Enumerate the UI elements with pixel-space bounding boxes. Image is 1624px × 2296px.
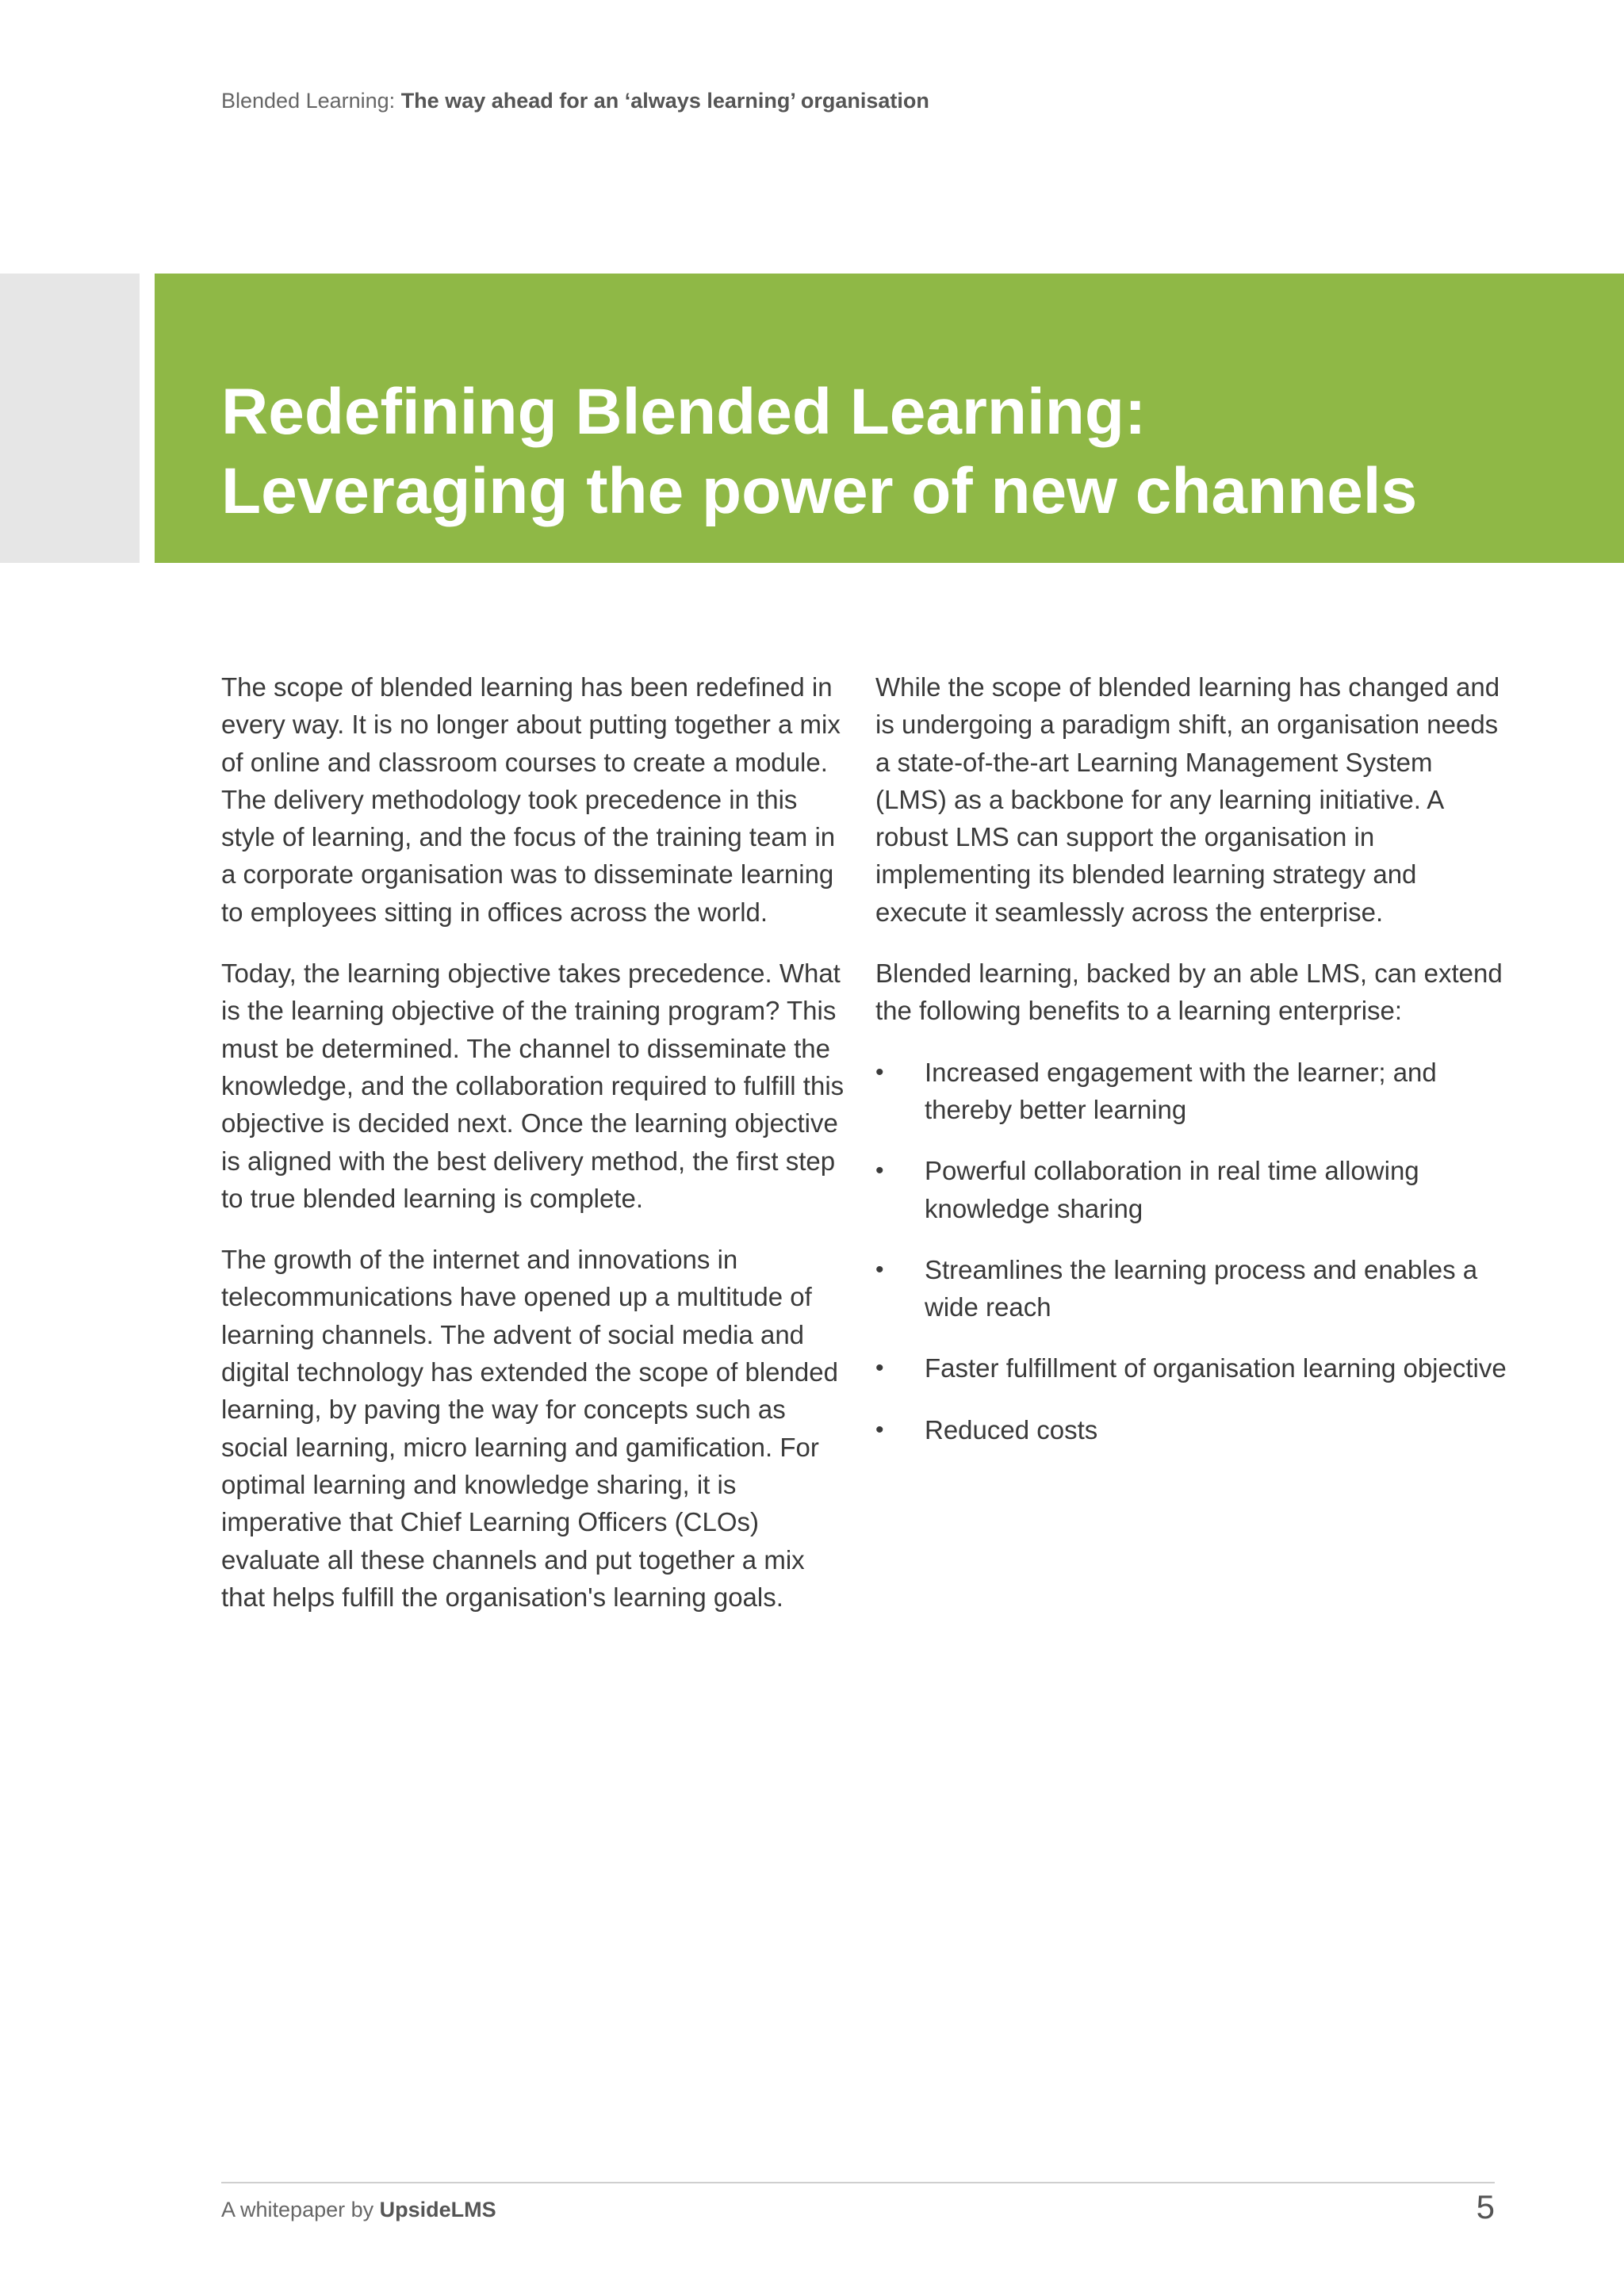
bullet-icon: • <box>875 1355 884 1382</box>
footer-brand: UpsideLMS <box>379 2198 496 2221</box>
page-number: 5 <box>1476 2188 1495 2225</box>
right-column <box>875 668 1510 1472</box>
page-title-line-1: Redefining Blended Learning: <box>221 376 1147 448</box>
benefit-text: Powerful collaboration in real time allowing knowledge sharing <box>925 1156 1419 1223</box>
benefits-list <box>875 1054 1510 1448</box>
benefit-text: Streamlines the learning process and enables a wide reach <box>925 1254 1478 1322</box>
benefit-text: Reduced costs <box>925 1414 1098 1445</box>
right-paragraph-2: Blended learning, backed by an able LMS, can extend the following benefits to a learning enterprise: <box>875 959 1503 1026</box>
bullet-icon: • <box>875 1256 884 1283</box>
side-grey-block <box>0 274 140 563</box>
bullet-icon: • <box>875 1158 884 1184</box>
right-paragraph-1: While the scope of blended learning has changed and is undergoing a paradigm shift, an organisation needs a state-of-the-art Learning Management System (LMS) as a backbone for any learning initiative. A robust LMS can support the organisation in implementing its blended learning strategy and execute it seamlessly across the enterprise. <box>875 672 1500 927</box>
left-paragraph-2: Today, the learning objective takes precedence. What is the learning objective of the training program? This must be determined. The channel to disseminate the knowledge, and the collaboration required to fulfill this objective is decided next. Once the learning objective is aligned with the best delivery method, the first step to true blended learning is complete. <box>221 959 845 1213</box>
running-header <box>221 89 929 113</box>
page-title-line-2: Leveraging the power of new channels <box>221 455 1418 527</box>
left-column <box>221 668 848 1640</box>
running-header-title: The way ahead for an ‘always learning’ organisation <box>400 89 929 113</box>
bullet-icon: • <box>875 1416 884 1443</box>
left-paragraph-1: The scope of blended learning has been redefined in every way. It is no longer about putting together a mix of online and classroom courses to create a module. The delivery methodology took precedence in this style of learning, and the focus of the training team in a corporate organisation was to disseminate learning to employees sitting in offices across the world. <box>221 672 841 927</box>
bullet-icon: • <box>875 1058 884 1085</box>
running-header-prefix: Blended Learning: <box>221 89 401 113</box>
benefit-text: Faster fulfillment of organisation learning objective <box>925 1353 1507 1383</box>
benefit-item <box>875 1152 1510 1227</box>
benefit-item <box>875 1251 1510 1326</box>
footer-credit <box>221 2198 496 2222</box>
benefit-item <box>875 1349 1510 1387</box>
footer-prefix: A whitepaper by <box>221 2198 380 2221</box>
benefit-item <box>875 1054 1510 1129</box>
left-paragraph-3: The growth of the internet and innovations in telecommunications have opened up a multitude of learning channels. The advent of social media and digital technology has extended the scope of blended learning, by paving the way for concepts such as social learning, micro learning and gamification. For optimal learning and knowledge sharing, it is imperative that Chief Learning Officers (CLOs) evaluate all these channels and put together a mix that helps fulfill the organisation's learning goals. <box>221 1245 838 1612</box>
benefit-item <box>875 1411 1510 1448</box>
benefit-text: Increased engagement with the learner; and thereby better learning <box>925 1057 1437 1124</box>
page-title <box>221 373 1417 531</box>
footer-divider <box>221 2182 1495 2183</box>
